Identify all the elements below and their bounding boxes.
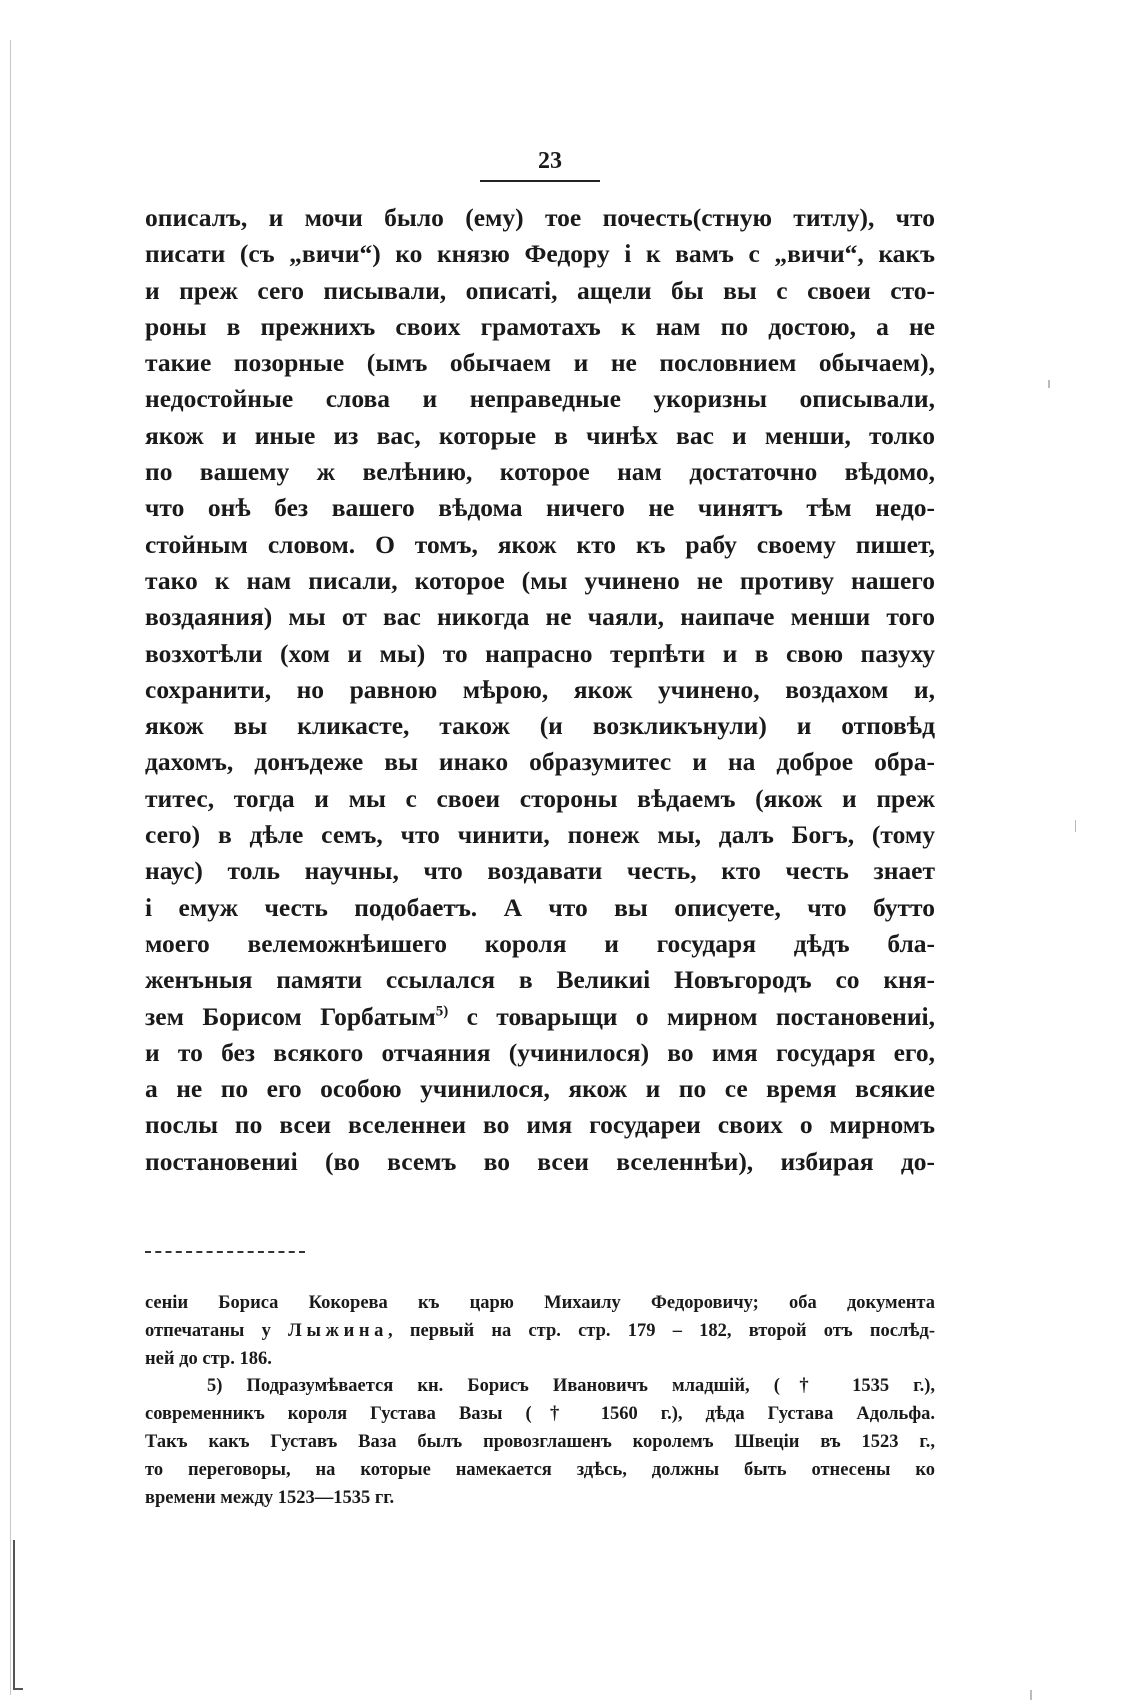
footnote-line [145, 1318, 935, 1346]
page-number-rule [480, 180, 600, 182]
text-line: по вашему ж велѣнию, которое нам достаточно вѣдомо, [145, 457, 935, 487]
text-line-segment: с товарыщи о мирном постановениі, [448, 1001, 935, 1031]
footnote-reference: 5) [435, 1003, 449, 1020]
footnote-line: ней до стр. 186. [145, 1348, 272, 1369]
footnote-5-line: Такъ какъ Густавъ Ваза былъ провозглашенъ королемъ Швеціи въ 1523 г., [145, 1431, 935, 1452]
text-line: стойным словом. О томъ, якож кто къ рабу своему пишет, [145, 529, 935, 559]
text-line: и преж сего писывали, описаті, ащели бы вы с своеи сто- [145, 275, 935, 305]
text-line: тако к нам писали, которое (мы учинено не противу нашего [145, 565, 935, 595]
footnotes-block [145, 1290, 935, 1512]
page-edge-mark [13, 1540, 15, 1690]
footnote-segment: , первый на стр. стр. 179 – 182, второй отъ послѣд- [388, 1320, 935, 1341]
text-line: якож вы кликасте, також (и возкликънули) и отповѣд [145, 711, 935, 741]
page-edge-corner [13, 1688, 23, 1690]
text-line: воздаяния) мы от вас никогда не чаяли, наипаче менши того [145, 602, 935, 632]
scan-speck [1075, 820, 1076, 832]
text-line: недостойные слова и неправедные укоризны описывали, [145, 384, 935, 414]
text-line: описалъ, и мочи было (ему) тое почесть(стную титлу), что [145, 203, 935, 232]
text-line-segment: зем Борисом Горбатым [145, 1001, 436, 1031]
text-line: возхотѣли (хом и мы) то напрасно терпѣти и в свою пазуху [145, 638, 935, 668]
text-line: роны в прежнихъ своих грамотахъ к нам по достою, а не [145, 311, 935, 341]
text-line: дахомъ, донъдеже вы инако образумитес и на доброе обра- [145, 747, 935, 777]
text-line: такие позорные (ымъ обычаем и не пословнием обычаем), [145, 348, 935, 378]
text-line: постановениі (во всемъ во всеи вселеннѣи), избирая до- [145, 1146, 935, 1176]
text-line: а не по его особою учинилося, якож и по се время всякие [145, 1074, 935, 1104]
text-line: послы по всеи вселеннеи во имя государеи своих о мирномъ [145, 1110, 935, 1140]
text-line: титес, тогда и мы с своеи стороны вѣдаемъ (якож и преж [145, 783, 935, 813]
text-line: что онѣ без вашего вѣдома ничего не чинятъ тѣм недо- [145, 493, 935, 523]
text-line: наус) толь научны, что воздавати честь, кто честь знает [145, 856, 935, 886]
text-line: моего велеможнѣишего короля и государя дѣдъ бла- [145, 928, 935, 958]
scan-speck [1048, 380, 1050, 388]
text-line: писати (съ „вичи“) ко князю Федору і к вамъ с „вичи“, какъ [145, 239, 935, 269]
text-line: женъныя памяти ссылался в Великиі Новъгородъ со кня- [145, 965, 935, 995]
text-line: і емуж честь подобаетъ. А что вы описуете, что бутто [145, 892, 935, 922]
text-line: сего) в дѣле семъ, что чинити, понеж мы, далъ Богъ, (тому [145, 820, 935, 850]
footnote-author-name: Лыжина [288, 1320, 389, 1341]
footnote-5-line: 5) Подразумѣвается кн. Борисъ Ивановичъ младшій, († 1535 г.), [207, 1376, 935, 1397]
footnote-separator [145, 1251, 305, 1253]
text-line: якож и иные из вас, которые в чинѣх вас и менши, толко [145, 420, 935, 450]
scan-speck [1030, 1690, 1032, 1700]
page-number: 23 [538, 148, 562, 174]
text-line: и то без всякого отчаяния (учинилося) во имя государя его, [145, 1037, 935, 1067]
footnote-segment: отпечатаны у [145, 1320, 289, 1341]
footnote-5-line: то переговоры, на которые намекается здѣсь, должны быть отнесены ко [145, 1459, 935, 1480]
footnote-5-line: современникъ короля Густава Вазы († 1560 г.), дѣда Густава Адольфа. [145, 1404, 935, 1425]
page-edge [10, 40, 11, 1695]
text-line-with-footnote-ref [145, 999, 935, 1035]
main-text-block [145, 200, 935, 1180]
footnote-line: сеніи Бориса Кокорева къ царю Михаилу Федоровичу; оба документа [145, 1293, 935, 1313]
text-line: сохранити, но равною мѣрою, якож учинено, воздахом и, [145, 674, 935, 704]
footnote-5-line: времени между 1523—1535 гг. [145, 1487, 395, 1508]
